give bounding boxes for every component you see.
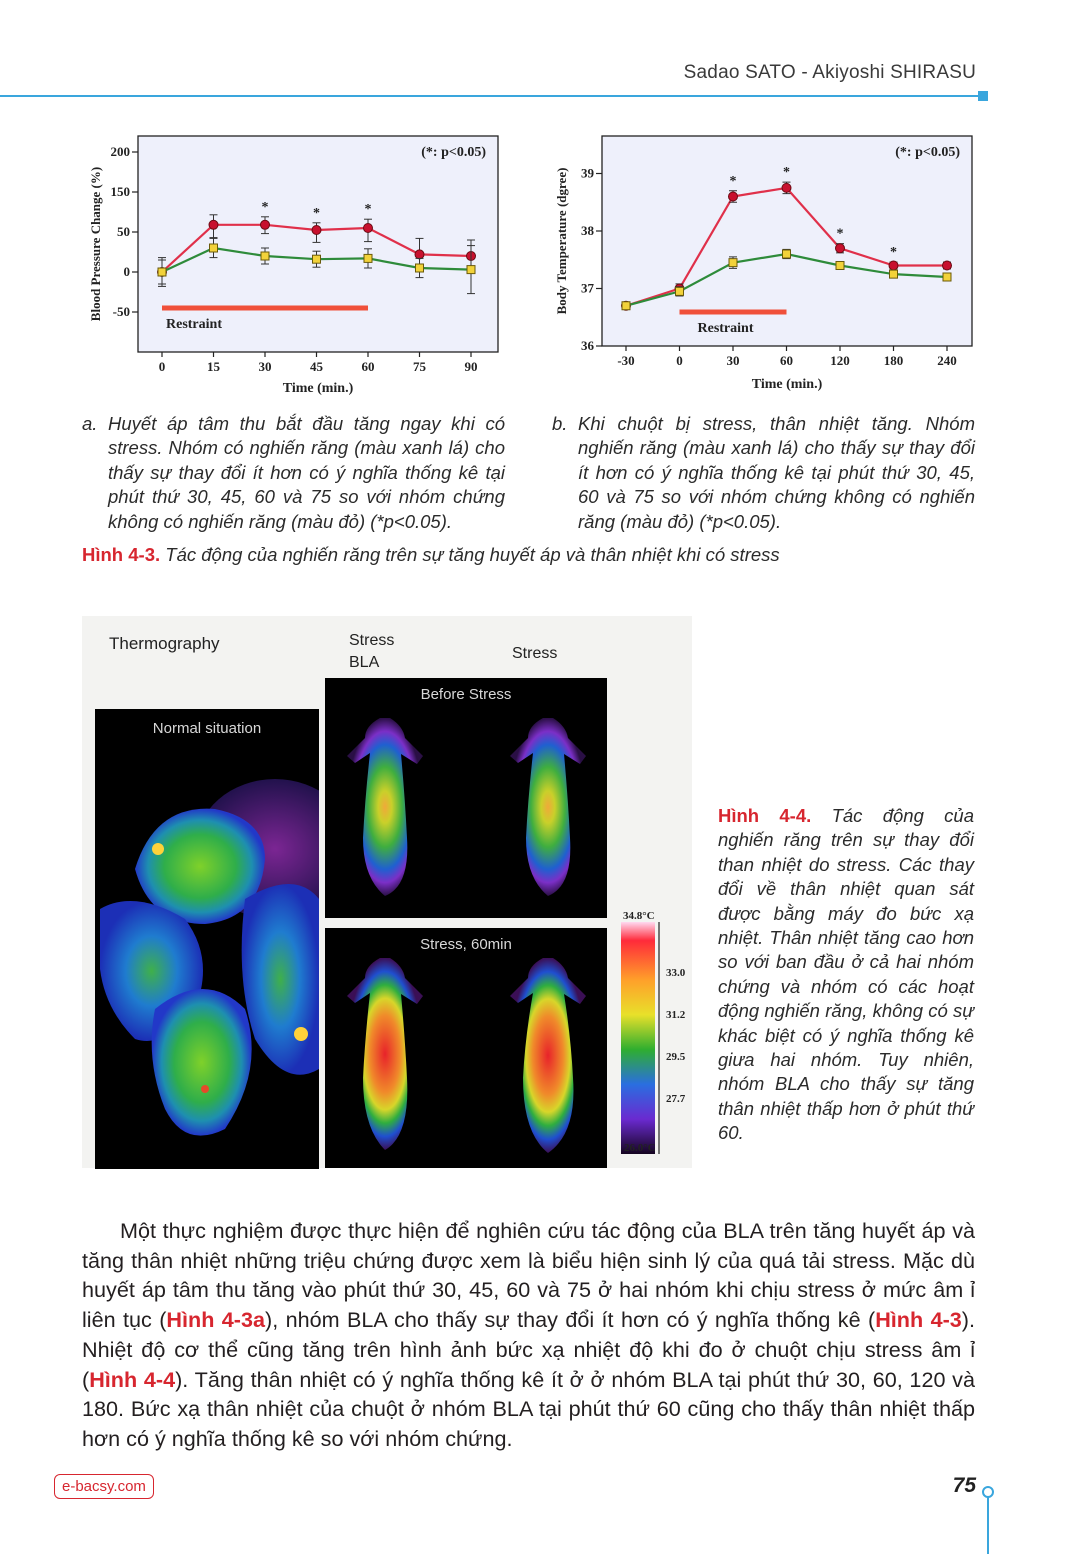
page-rule: [987, 1494, 989, 1554]
x-tick-label: 45: [310, 359, 323, 374]
significance-note: (*: p<0.05): [895, 145, 960, 160]
figure-4-3-number: Hình 4-3.: [82, 544, 161, 565]
x-tick-label: 0: [158, 359, 166, 374]
data-point: [416, 264, 424, 272]
x-tick-label: 180: [883, 353, 904, 368]
caption-a-label: a.: [82, 413, 98, 434]
column-label-stress-bla-line1: Stress: [349, 632, 395, 649]
x-tick-label: 0: [676, 353, 683, 368]
y-tick-label: 0: [123, 264, 130, 279]
scale-tick-29-5: 29.5: [666, 1051, 686, 1063]
significance-star: *: [313, 205, 320, 221]
x-tick-label: 75: [413, 359, 426, 374]
scale-max-label: 34.8°C: [623, 910, 655, 922]
panel-normal-title: Normal situation: [152, 720, 262, 737]
scale-tick-33: 33.0: [666, 967, 686, 979]
restraint-label: Restraint: [697, 321, 754, 336]
data-point: [729, 259, 737, 267]
data-point: [415, 250, 424, 259]
blood-pressure-chart-svg: [86, 128, 506, 400]
page-number: 75: [952, 1474, 976, 1497]
significance-note: (*: p<0.05): [421, 145, 486, 160]
data-point: [676, 287, 684, 295]
y-axis-label: Blood Pressure Change (%): [88, 166, 103, 322]
x-tick-label: 30: [258, 359, 272, 374]
y-tick-label: 38: [581, 223, 594, 238]
y-tick-label: 39: [581, 165, 594, 181]
thermography-label: Thermography: [109, 634, 220, 653]
x-tick-label: 30: [726, 353, 740, 368]
y-axis-label: Body Temperature (dgree): [554, 167, 569, 315]
thermography-figure: [82, 616, 692, 1168]
caption-b: [552, 412, 975, 534]
scale-min-label: 26.0°C: [624, 1142, 656, 1154]
x-tick-label: 90: [464, 359, 478, 374]
body-text-4: ). Tăng thân nhiệt có ý nghĩa thống kê ít ở ở nhóm BLA tại phút thứ 30, 60, 120 và 180. Bức xạ thân nhiệt của chuột ở nhóm BLA tại phút thứ 60 cũng cho thấy thân nhiệt thấp hơn có ý nghĩa thống kê so với nhóm chứng.: [82, 1366, 975, 1451]
column-label-stress: Stress: [512, 645, 558, 662]
before-stress-thermal-image: [325, 678, 607, 918]
caption-a: [82, 412, 505, 534]
significance-star: *: [364, 202, 372, 218]
data-point: [783, 250, 791, 258]
y-tick-label: 200: [110, 144, 130, 159]
body-text-3: ). Nhiệt độ cơ thể cũng tăng trên hình ảnh bức xạ nhiệt độ khi đo ở chuột chịu stress âm ỉ (: [82, 1307, 975, 1392]
significance-star: *: [890, 245, 897, 261]
x-tick-label: 15: [207, 359, 220, 374]
data-point: [836, 244, 845, 253]
header-rule: [0, 95, 980, 97]
figure-4-4-text: Tác động của nghiến răng trên sự thay đổi than nhiệt do stress. Các thay đổi về thân nhiệt quan sát được bằng máy đo bức xạ nhiệt. Thân nhiệt tăng cao hơn so với ban đầu ở cả hai nhóm chứng và nhóm có các hoạt động nghiến răng, không có sự khác biệt có ý nghĩa thống kê giưa hai nhóm. Tuy nhiên, nhóm BLA cho thấy sự tăng thân nhiệt thấp hơn ở phút thứ 60.: [718, 805, 974, 1144]
figure-4-3-title: Tác động của nghiến răng trên sự tăng huyết áp và thân nhiệt khi có stress: [165, 544, 780, 565]
data-point: [364, 254, 372, 262]
y-tick-label: 150: [110, 184, 130, 199]
body-text-1: Một thực nghiệm được thực hiện để nghiên cứu tác động của BLA trên tăng huyết áp và tăng thân nhiệt những triệu chứng được xem là biểu hiện sinh lý của quá tải stress. Mặc dù huyết áp tâm thu tăng vào phút thứ 30, 45, 60 và 75 ở hai nhóm khi chịu stress ở mức âm ỉ liên tục (: [82, 1218, 975, 1333]
data-point: [209, 220, 218, 229]
data-point: [836, 262, 844, 270]
figure-reference-4-4[interactable]: Hình 4-4: [89, 1366, 176, 1392]
data-point: [729, 192, 738, 201]
y-tick-label: -50: [112, 304, 130, 319]
data-point: [890, 270, 898, 278]
figure-4-4-caption: [718, 804, 974, 1146]
data-point: [364, 224, 373, 233]
header-rule-marker: [978, 91, 988, 101]
column-label-stress-bla: [349, 630, 394, 674]
caption-a-text: Huyết áp tâm thu bắt đầu tăng ngay khi có stress. Nhóm có nghiến răng (màu xanh lá) cho thấy sự thay đổi ít hơn có ý nghĩa thống kê tại phút thứ 30, 45, 60 và 75 so với nhóm chứng không có nghiến răng (màu đỏ) (*p<0.05).: [108, 413, 505, 532]
x-tick-label: 60: [361, 359, 375, 374]
data-point: [210, 244, 218, 252]
significance-star: *: [261, 199, 269, 215]
normal-thermal-image: [95, 709, 319, 1169]
panel-stress-60min: [325, 928, 607, 1168]
data-point: [467, 266, 475, 274]
scale-tick-31-2: 31.2: [666, 1009, 686, 1021]
column-label-stress-bla-line2: BLA: [349, 654, 380, 671]
x-tick-label: 60: [780, 353, 793, 368]
y-tick-label: 37: [581, 280, 594, 296]
y-tick-label: 36: [581, 338, 594, 353]
scale-tick-27-7: 27.7: [666, 1093, 686, 1105]
x-axis-label: Time (min.): [282, 381, 354, 396]
restraint-label: Restraint: [166, 317, 222, 332]
data-point: [261, 252, 269, 260]
significance-star: *: [729, 173, 737, 189]
x-tick-label: 240: [937, 353, 957, 368]
caption-b-label: b.: [552, 413, 568, 434]
x-axis-label: Time (min.): [751, 377, 823, 392]
figure-reference-4-3a[interactable]: Hình 4-3a: [166, 1307, 266, 1333]
running-header-authors: Sadao SATO - Akiyoshi SHIRASU: [683, 62, 976, 83]
data-point: [312, 226, 321, 235]
data-point: [889, 261, 898, 270]
data-point: [943, 261, 952, 270]
data-point: [261, 220, 270, 229]
y-tick-label: 50: [117, 224, 130, 239]
x-tick-label: 120: [830, 353, 850, 368]
x-tick-label: -30: [617, 353, 635, 368]
panel-before-title: Before Stress: [420, 686, 512, 703]
blood-pressure-chart: [86, 128, 506, 400]
panel-normal-situation: [95, 709, 319, 1169]
body-text-2: ), nhóm BLA cho thấy sự thay đổi ít hơn có ý nghĩa thống kê (: [265, 1307, 876, 1333]
figure-reference-4-3[interactable]: Hình 4-3: [875, 1307, 962, 1333]
caption-b-text: Khi chuột bị stress, thân nhiệt tăng. Nhóm nghiến răng (màu xanh lá) cho thấy sự thay đổi ít hơn có ý nghĩa thống kê tại phút thứ 30, 45, 60 và 75 so với nhóm chứng không có nghiến răng (màu đỏ) (*p<0.05).: [578, 413, 975, 532]
panel-before-stress: [325, 678, 607, 918]
page-rule-dot: [982, 1486, 994, 1498]
temperature-color-scale: [614, 904, 694, 1164]
body-paragraph: [82, 1216, 975, 1454]
data-point: [943, 273, 951, 281]
figure-4-3-caption: [82, 544, 780, 566]
data-point: [782, 183, 791, 192]
data-point: [158, 268, 166, 276]
significance-star: *: [836, 226, 844, 242]
panel-after-title: Stress, 60min: [420, 936, 512, 953]
data-point: [622, 302, 630, 310]
data-point: [313, 255, 321, 263]
figure-4-4-number: Hình 4-4.: [718, 805, 812, 826]
stress-60min-thermal-image: [325, 928, 607, 1168]
body-temperature-chart-svg: [550, 128, 980, 400]
significance-star: *: [783, 165, 790, 181]
site-badge[interactable]: e-bacsy.com: [54, 1474, 154, 1499]
body-temperature-chart: [550, 128, 980, 400]
